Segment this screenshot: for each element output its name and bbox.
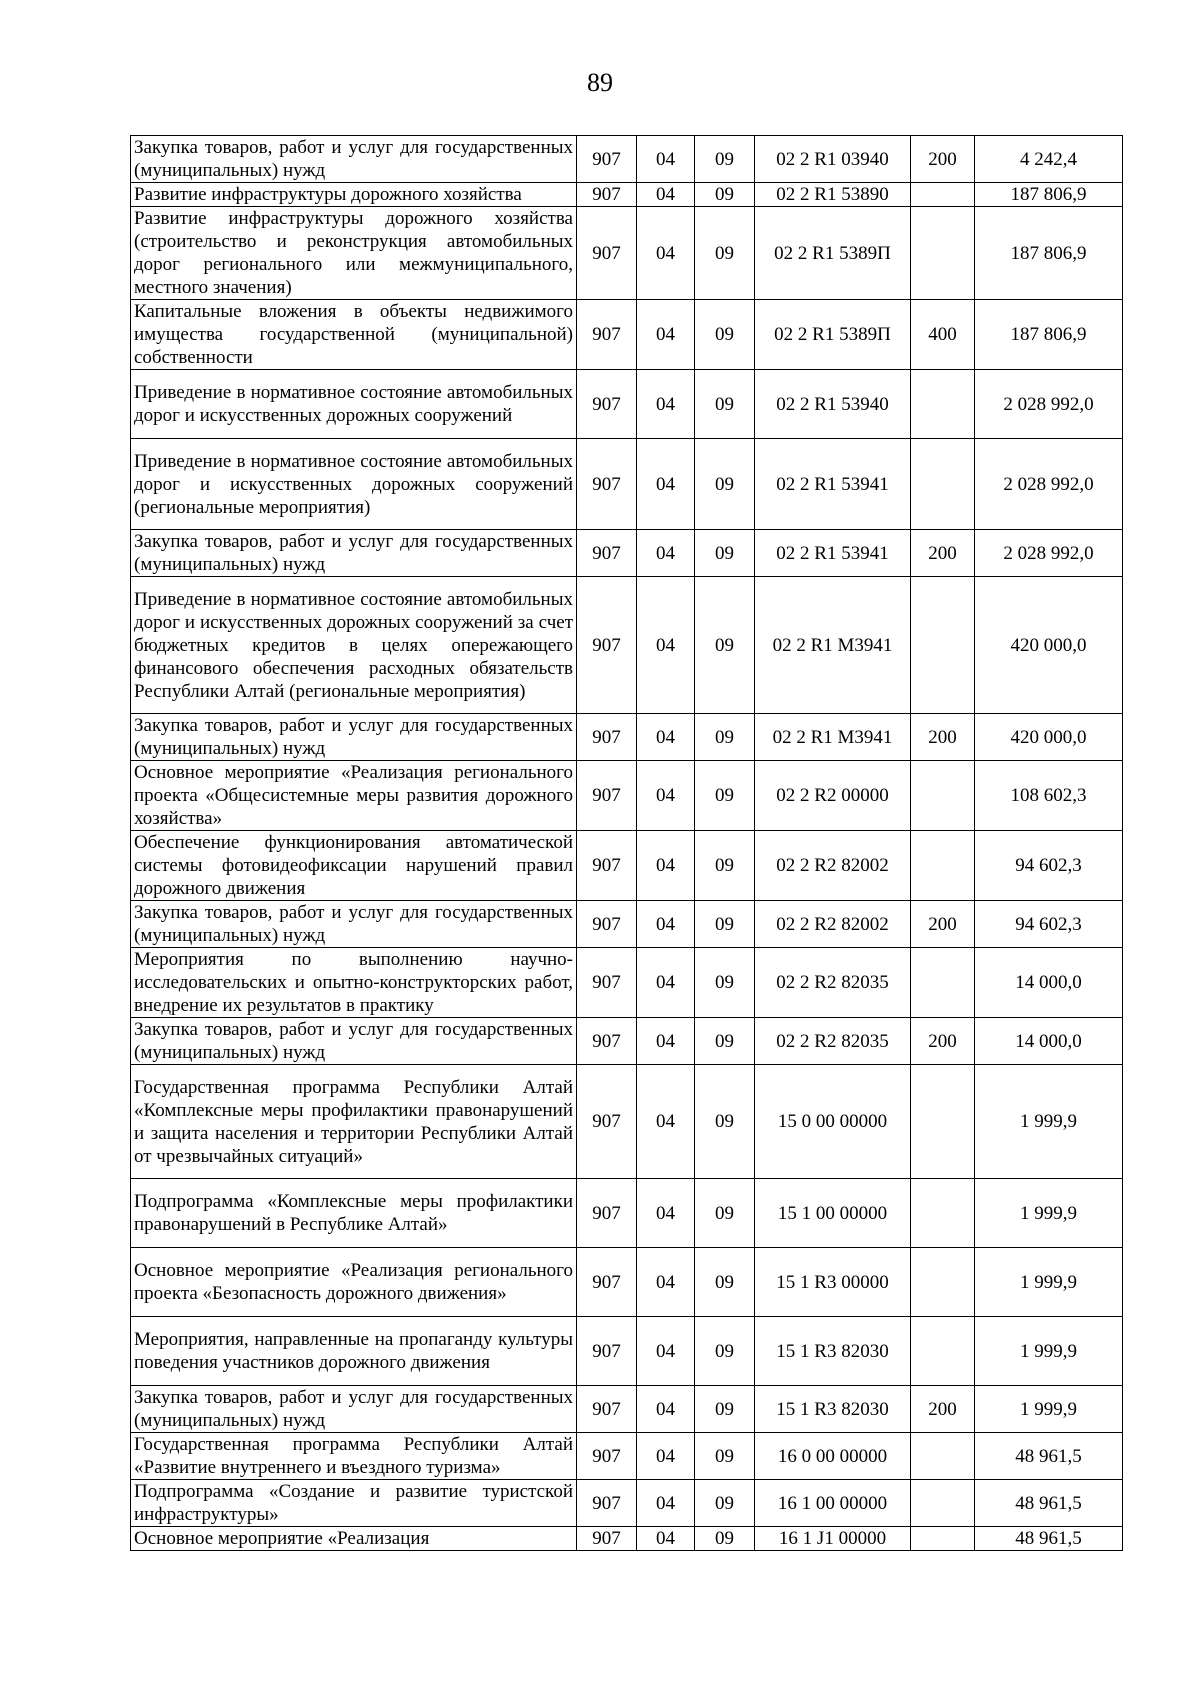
table-row <box>131 1433 1123 1480</box>
section-code-cell: 04 <box>637 1386 695 1433</box>
amount-cell: 420 000,0 <box>975 714 1123 761</box>
target-article-cell: 02 2 R1 53941 <box>755 530 911 577</box>
subsection-code-cell: 09 <box>695 183 755 207</box>
table-row <box>131 1317 1123 1386</box>
amount-cell: 187 806,9 <box>975 183 1123 207</box>
subsection-code-cell: 09 <box>695 1248 755 1317</box>
section-code-cell: 04 <box>637 714 695 761</box>
ministry-code-cell: 907 <box>577 370 637 439</box>
amount-cell: 420 000,0 <box>975 577 1123 714</box>
table-row <box>131 1386 1123 1433</box>
ministry-code-cell: 907 <box>577 1527 637 1551</box>
target-article-cell: 15 1 00 00000 <box>755 1179 911 1248</box>
ministry-code-cell: 907 <box>577 1179 637 1248</box>
expense-type-cell <box>911 1065 975 1179</box>
subsection-code-cell: 09 <box>695 300 755 370</box>
section-code-cell: 04 <box>637 1317 695 1386</box>
expense-type-cell <box>911 761 975 831</box>
section-code-cell: 04 <box>637 1480 695 1527</box>
target-article-cell: 02 2 R1 5389П <box>755 207 911 300</box>
subsection-code-cell: 09 <box>695 1018 755 1065</box>
section-code-cell: 04 <box>637 1248 695 1317</box>
amount-cell: 48 961,5 <box>975 1433 1123 1480</box>
subsection-code-cell: 09 <box>695 1065 755 1179</box>
target-article-cell: 02 2 R1 5389П <box>755 300 911 370</box>
target-article-cell: 02 2 R2 00000 <box>755 761 911 831</box>
ministry-code-cell: 907 <box>577 1248 637 1317</box>
section-code-cell: 04 <box>637 439 695 530</box>
ministry-code-cell: 907 <box>577 207 637 300</box>
table-row <box>131 1018 1123 1065</box>
expense-type-cell <box>911 1433 975 1480</box>
table-row <box>131 1480 1123 1527</box>
section-code-cell: 04 <box>637 300 695 370</box>
amount-cell: 48 961,5 <box>975 1480 1123 1527</box>
target-article-cell: 16 0 00 00000 <box>755 1433 911 1480</box>
amount-cell: 1 999,9 <box>975 1065 1123 1179</box>
table-row <box>131 136 1123 183</box>
target-article-cell: 16 1 J1 00000 <box>755 1527 911 1551</box>
subsection-code-cell: 09 <box>695 948 755 1018</box>
row-name-cell: Подпрограмма «Создание и развитие туристской инфраструктуры» <box>131 1480 577 1527</box>
ministry-code-cell: 907 <box>577 300 637 370</box>
table-row <box>131 300 1123 370</box>
amount-cell: 94 602,3 <box>975 831 1123 901</box>
expense-type-cell <box>911 1248 975 1317</box>
expense-type-cell <box>911 577 975 714</box>
table-row <box>131 831 1123 901</box>
amount-cell: 48 961,5 <box>975 1527 1123 1551</box>
ministry-code-cell: 907 <box>577 1386 637 1433</box>
expense-type-cell <box>911 831 975 901</box>
ministry-code-cell: 907 <box>577 1065 637 1179</box>
subsection-code-cell: 09 <box>695 831 755 901</box>
row-name-cell: Развитие инфраструктуры дорожного хозяйства <box>131 183 577 207</box>
subsection-code-cell: 09 <box>695 370 755 439</box>
amount-cell: 1 999,9 <box>975 1248 1123 1317</box>
row-name-cell: Государственная программа Республики Алтай «Комплексные меры профилактики правонарушений и защита населения и территории Республики Алтай от чрезвычайных ситуаций» <box>131 1065 577 1179</box>
subsection-code-cell: 09 <box>695 1386 755 1433</box>
table-row <box>131 530 1123 577</box>
table-row <box>131 901 1123 948</box>
amount-cell: 14 000,0 <box>975 1018 1123 1065</box>
target-article-cell: 02 2 R1 53890 <box>755 183 911 207</box>
ministry-code-cell: 907 <box>577 948 637 1018</box>
section-code-cell: 04 <box>637 1179 695 1248</box>
expense-type-cell: 200 <box>911 136 975 183</box>
expense-type-cell <box>911 1317 975 1386</box>
ministry-code-cell: 907 <box>577 714 637 761</box>
section-code-cell: 04 <box>637 1433 695 1480</box>
section-code-cell: 04 <box>637 136 695 183</box>
budget-table <box>130 135 1123 1551</box>
expense-type-cell: 200 <box>911 1018 975 1065</box>
expense-type-cell <box>911 207 975 300</box>
expense-type-cell <box>911 1527 975 1551</box>
subsection-code-cell: 09 <box>695 439 755 530</box>
table-row <box>131 577 1123 714</box>
row-name-cell: Приведение в нормативное состояние автомобильных дорог и искусственных дорожных сооружений (региональные мероприятия) <box>131 439 577 530</box>
row-name-cell: Приведение в нормативное состояние автомобильных дорог и искусственных дорожных сооружений <box>131 370 577 439</box>
subsection-code-cell: 09 <box>695 530 755 577</box>
expense-type-cell: 200 <box>911 714 975 761</box>
table-row <box>131 439 1123 530</box>
subsection-code-cell: 09 <box>695 714 755 761</box>
row-name-cell: Закупка товаров, работ и услуг для государственных (муниципальных) нужд <box>131 714 577 761</box>
row-name-cell: Обеспечение функционирования автоматической системы фотовидеофиксации нарушений правил дорожного движения <box>131 831 577 901</box>
amount-cell: 2 028 992,0 <box>975 370 1123 439</box>
table-body <box>131 136 1123 1551</box>
ministry-code-cell: 907 <box>577 439 637 530</box>
section-code-cell: 04 <box>637 1065 695 1179</box>
expense-type-cell <box>911 183 975 207</box>
section-code-cell: 04 <box>637 1527 695 1551</box>
target-article-cell: 02 2 R1 М3941 <box>755 577 911 714</box>
expense-type-cell: 200 <box>911 901 975 948</box>
target-article-cell: 15 1 R3 82030 <box>755 1317 911 1386</box>
subsection-code-cell: 09 <box>695 207 755 300</box>
section-code-cell: 04 <box>637 207 695 300</box>
row-name-cell: Закупка товаров, работ и услуг для государственных (муниципальных) нужд <box>131 530 577 577</box>
target-article-cell: 02 2 R2 82002 <box>755 901 911 948</box>
subsection-code-cell: 09 <box>695 1480 755 1527</box>
amount-cell: 187 806,9 <box>975 207 1123 300</box>
ministry-code-cell: 907 <box>577 1317 637 1386</box>
row-name-cell: Мероприятия, направленные на пропаганду культуры поведения участников дорожного движения <box>131 1317 577 1386</box>
expense-type-cell <box>911 948 975 1018</box>
table-row <box>131 1248 1123 1317</box>
amount-cell: 1 999,9 <box>975 1179 1123 1248</box>
amount-cell: 2 028 992,0 <box>975 439 1123 530</box>
ministry-code-cell: 907 <box>577 1433 637 1480</box>
table-row <box>131 207 1123 300</box>
expense-type-cell <box>911 1480 975 1527</box>
amount-cell: 94 602,3 <box>975 901 1123 948</box>
row-name-cell: Основное мероприятие «Реализация <box>131 1527 577 1551</box>
subsection-code-cell: 09 <box>695 761 755 831</box>
target-article-cell: 02 2 R1 М3941 <box>755 714 911 761</box>
row-name-cell: Закупка товаров, работ и услуг для государственных (муниципальных) нужд <box>131 1386 577 1433</box>
ministry-code-cell: 907 <box>577 530 637 577</box>
target-article-cell: 02 2 R1 53940 <box>755 370 911 439</box>
table-row <box>131 714 1123 761</box>
row-name-cell: Закупка товаров, работ и услуг для государственных (муниципальных) нужд <box>131 1018 577 1065</box>
section-code-cell: 04 <box>637 183 695 207</box>
target-article-cell: 02 2 R2 82035 <box>755 1018 911 1065</box>
target-article-cell: 02 2 R1 53941 <box>755 439 911 530</box>
ministry-code-cell: 907 <box>577 136 637 183</box>
section-code-cell: 04 <box>637 831 695 901</box>
amount-cell: 2 028 992,0 <box>975 530 1123 577</box>
expense-type-cell <box>911 1179 975 1248</box>
target-article-cell: 16 1 00 00000 <box>755 1480 911 1527</box>
row-name-cell: Закупка товаров, работ и услуг для государственных (муниципальных) нужд <box>131 136 577 183</box>
amount-cell: 108 602,3 <box>975 761 1123 831</box>
row-name-cell: Основное мероприятие «Реализация регионального проекта «Безопасность дорожного движения» <box>131 1248 577 1317</box>
amount-cell: 14 000,0 <box>975 948 1123 1018</box>
expense-type-cell: 200 <box>911 530 975 577</box>
subsection-code-cell: 09 <box>695 1433 755 1480</box>
subsection-code-cell: 09 <box>695 136 755 183</box>
row-name-cell: Подпрограмма «Комплексные меры профилактики правонарушений в Республике Алтай» <box>131 1179 577 1248</box>
target-article-cell: 02 2 R2 82002 <box>755 831 911 901</box>
ministry-code-cell: 907 <box>577 831 637 901</box>
ministry-code-cell: 907 <box>577 761 637 831</box>
section-code-cell: 04 <box>637 577 695 714</box>
expense-type-cell: 200 <box>911 1386 975 1433</box>
amount-cell: 1 999,9 <box>975 1386 1123 1433</box>
amount-cell: 4 242,4 <box>975 136 1123 183</box>
ministry-code-cell: 907 <box>577 1018 637 1065</box>
row-name-cell: Закупка товаров, работ и услуг для государственных (муниципальных) нужд <box>131 901 577 948</box>
ministry-code-cell: 907 <box>577 183 637 207</box>
subsection-code-cell: 09 <box>695 1527 755 1551</box>
table-row <box>131 183 1123 207</box>
row-name-cell: Основное мероприятие «Реализация регионального проекта «Общесистемные меры развития дорожного хозяйства» <box>131 761 577 831</box>
target-article-cell: 02 2 R2 82035 <box>755 948 911 1018</box>
target-article-cell: 15 1 R3 00000 <box>755 1248 911 1317</box>
section-code-cell: 04 <box>637 1018 695 1065</box>
subsection-code-cell: 09 <box>695 1179 755 1248</box>
section-code-cell: 04 <box>637 530 695 577</box>
expense-type-cell: 400 <box>911 300 975 370</box>
ministry-code-cell: 907 <box>577 901 637 948</box>
subsection-code-cell: 09 <box>695 901 755 948</box>
target-article-cell: 15 0 00 00000 <box>755 1065 911 1179</box>
table-row <box>131 1179 1123 1248</box>
table-row <box>131 1527 1123 1551</box>
row-name-cell: Развитие инфраструктуры дорожного хозяйства (строительство и реконструкция автомобильных дорог регионального или межмуниципального, местного значения) <box>131 207 577 300</box>
amount-cell: 187 806,9 <box>975 300 1123 370</box>
table-row <box>131 761 1123 831</box>
table-row <box>131 370 1123 439</box>
expense-type-cell <box>911 370 975 439</box>
row-name-cell: Мероприятия по выполнению научно-исследовательских и опытно-конструкторских работ, внедрение их результатов в практику <box>131 948 577 1018</box>
ministry-code-cell: 907 <box>577 1480 637 1527</box>
section-code-cell: 04 <box>637 761 695 831</box>
subsection-code-cell: 09 <box>695 577 755 714</box>
ministry-code-cell: 907 <box>577 577 637 714</box>
amount-cell: 1 999,9 <box>975 1317 1123 1386</box>
section-code-cell: 04 <box>637 901 695 948</box>
expense-type-cell <box>911 439 975 530</box>
target-article-cell: 15 1 R3 82030 <box>755 1386 911 1433</box>
section-code-cell: 04 <box>637 948 695 1018</box>
row-name-cell: Капитальные вложения в объекты недвижимого имущества государственной (муниципальной) собственности <box>131 300 577 370</box>
table-row <box>131 948 1123 1018</box>
row-name-cell: Государственная программа Республики Алтай «Развитие внутреннего и въездного туризма» <box>131 1433 577 1480</box>
section-code-cell: 04 <box>637 370 695 439</box>
page-number: 89 <box>587 68 613 97</box>
row-name-cell: Приведение в нормативное состояние автомобильных дорог и искусственных дорожных сооружений за счет бюджетных кредитов в целях опережающего финансового обеспечения расходных обязательств Республики Алтай (региональные мероприятия) <box>131 577 577 714</box>
subsection-code-cell: 09 <box>695 1317 755 1386</box>
table-row <box>131 1065 1123 1179</box>
target-article-cell: 02 2 R1 03940 <box>755 136 911 183</box>
